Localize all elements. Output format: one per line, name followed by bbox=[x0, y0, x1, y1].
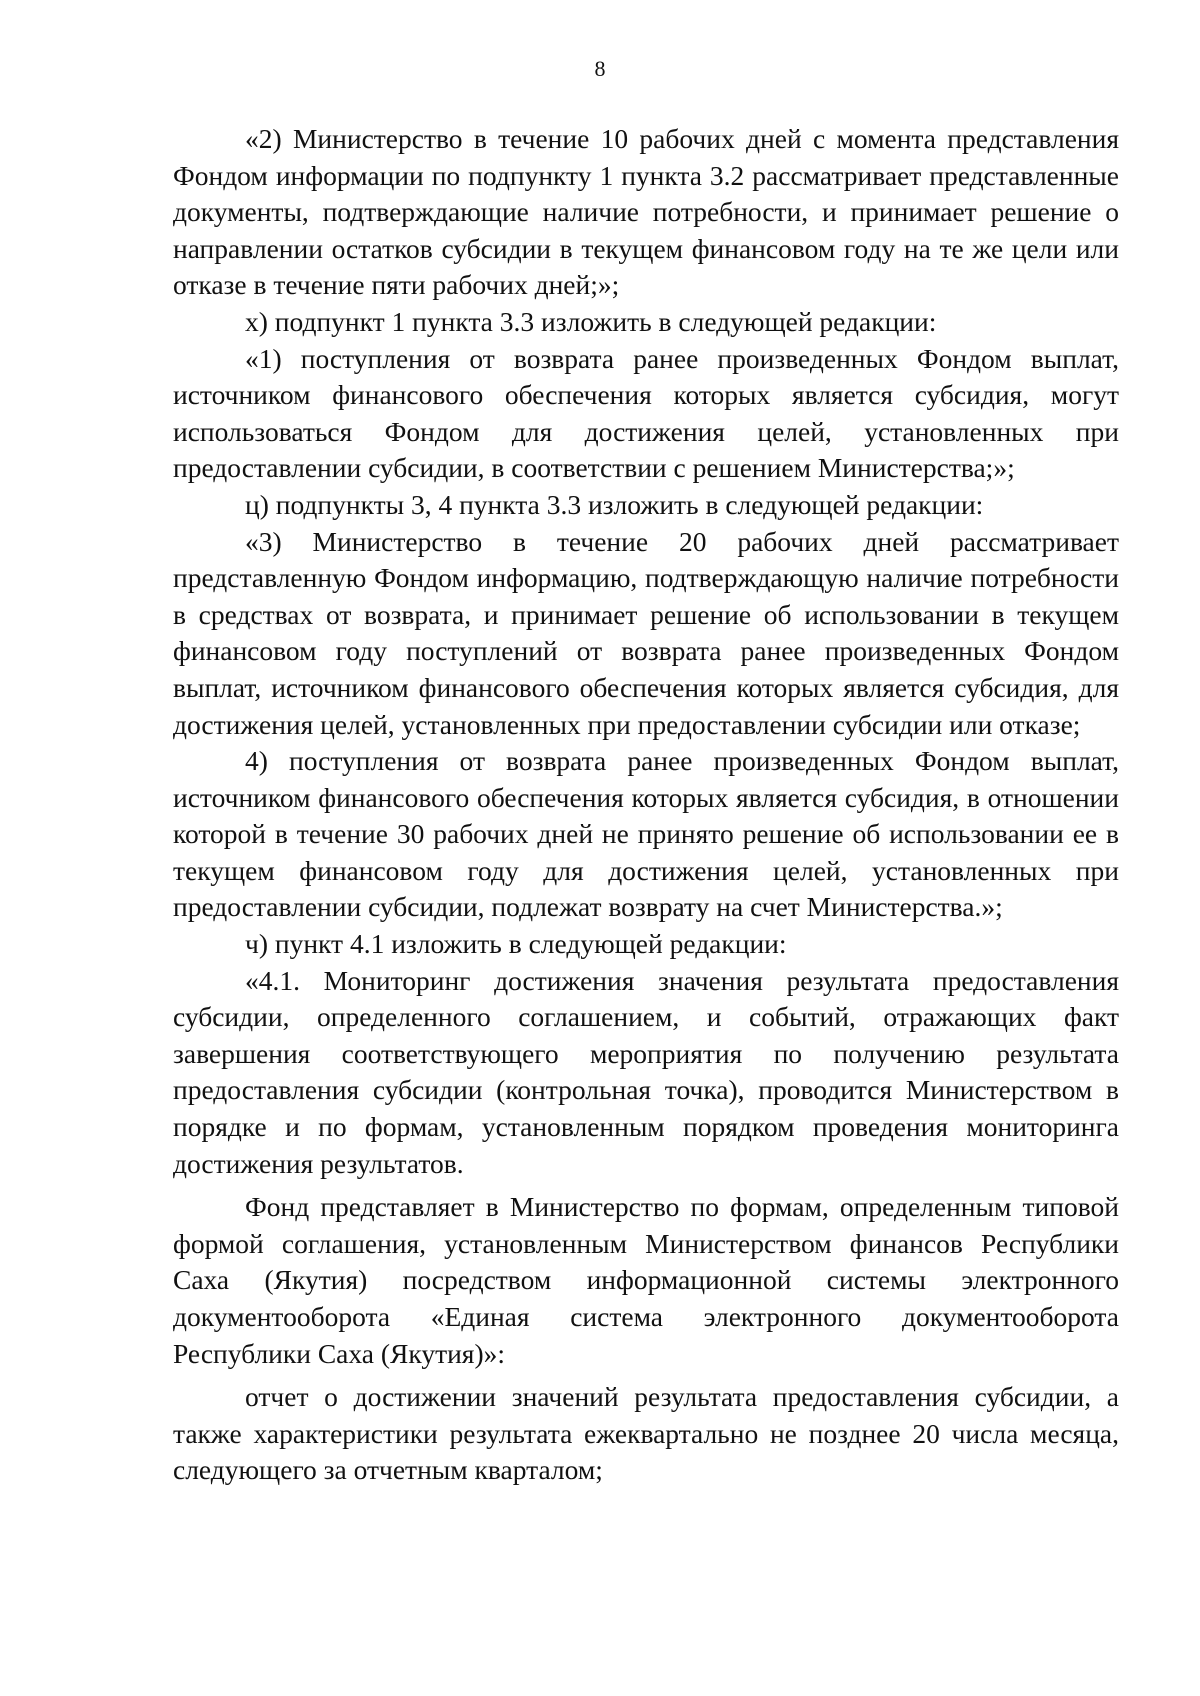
paragraph-amendment-ch: ч) пункт 4.1 изложить в следующей редакции: bbox=[245, 928, 787, 960]
paragraph-quarterly-report: отчет о достижении значений результата предоставления субсидии, а также характеристики результата ежеквартально не позднее 20 числа месяца, следующего за отчетным кварталом; bbox=[173, 1381, 1119, 1486]
page-number: 8 bbox=[594, 56, 606, 81]
paragraph-subpoint-4-returns-refund: 4) поступления от возврата ранее произведенных Фондом выплат, источником финансового обеспечения которых является субсидия, в отношении которой в течение 30 рабочих дней не принято решение об использовании ее в текущем финансовом году для достижения целей, установленных при предоставлении субсидии, подлежат возврату на счет Министерства.»; bbox=[173, 745, 1119, 923]
paragraph-subpoint-1-returns-use: «1) поступления от возврата ранее произведенных Фондом выплат, источником финансового обеспечения которых является субсидия, могут использоваться Фондом для достижения целей, установленных при предоставлении субсидии, в соответствии с решением Министерства;»; bbox=[173, 342, 1119, 484]
paragraph-subpoint-2-ministry-review: «2) Министерство в течение 10 рабочих дней с момента представления Фондом информации по подпункту 1 пункта 3.2 рассматривает представленные документы, подтверждающие наличие потребности, и принимает решение о направлении остатков субсидии в текущем финансовом году на те же цели или отказе в течение пяти рабочих дней;»; bbox=[173, 123, 1119, 301]
paragraph-amendment-kh: х) подпункт 1 пункта 3.3 изложить в следующей редакции: bbox=[245, 305, 937, 337]
paragraph-fund-reporting: Фонд представляет в Министерство по формам, определенным типовой формой соглашения, установленным Министерством финансов Республики Саха (Якутия) посредством информационной системы электронного документооборота «Единая система электронного документооборота Республики Саха (Якутия)»: bbox=[173, 1191, 1119, 1369]
paragraph-point-4-1-monitoring: «4.1. Мониторинг достижения значения результата предоставления субсидии, определенного соглашением, и событий, отражающих факт завершения соответствующего мероприятия по получению результата предоставления субсидии (контрольная точка), проводится Министерством в порядке и по формам, установленным порядком проведения мониторинга достижения результатов. bbox=[173, 964, 1119, 1179]
paragraph-subpoint-3-ministry-decision: «3) Министерство в течение 20 рабочих дней рассматривает представленную Фондом информацию, подтверждающую наличие потребности в средствах от возврата, и принимает решение об использовании в текущем финансовом году поступлений от возврата ранее произведенных Фондом выплат, источником финансового обеспечения которых является субсидия, для достижения целей, установленных при предоставлении субсидии или отказе; bbox=[173, 525, 1119, 740]
paragraph-amendment-ts: ц) подпункты 3, 4 пункта 3.3 изложить в следующей редакции: bbox=[245, 488, 984, 520]
document-body bbox=[173, 121, 1119, 1489]
